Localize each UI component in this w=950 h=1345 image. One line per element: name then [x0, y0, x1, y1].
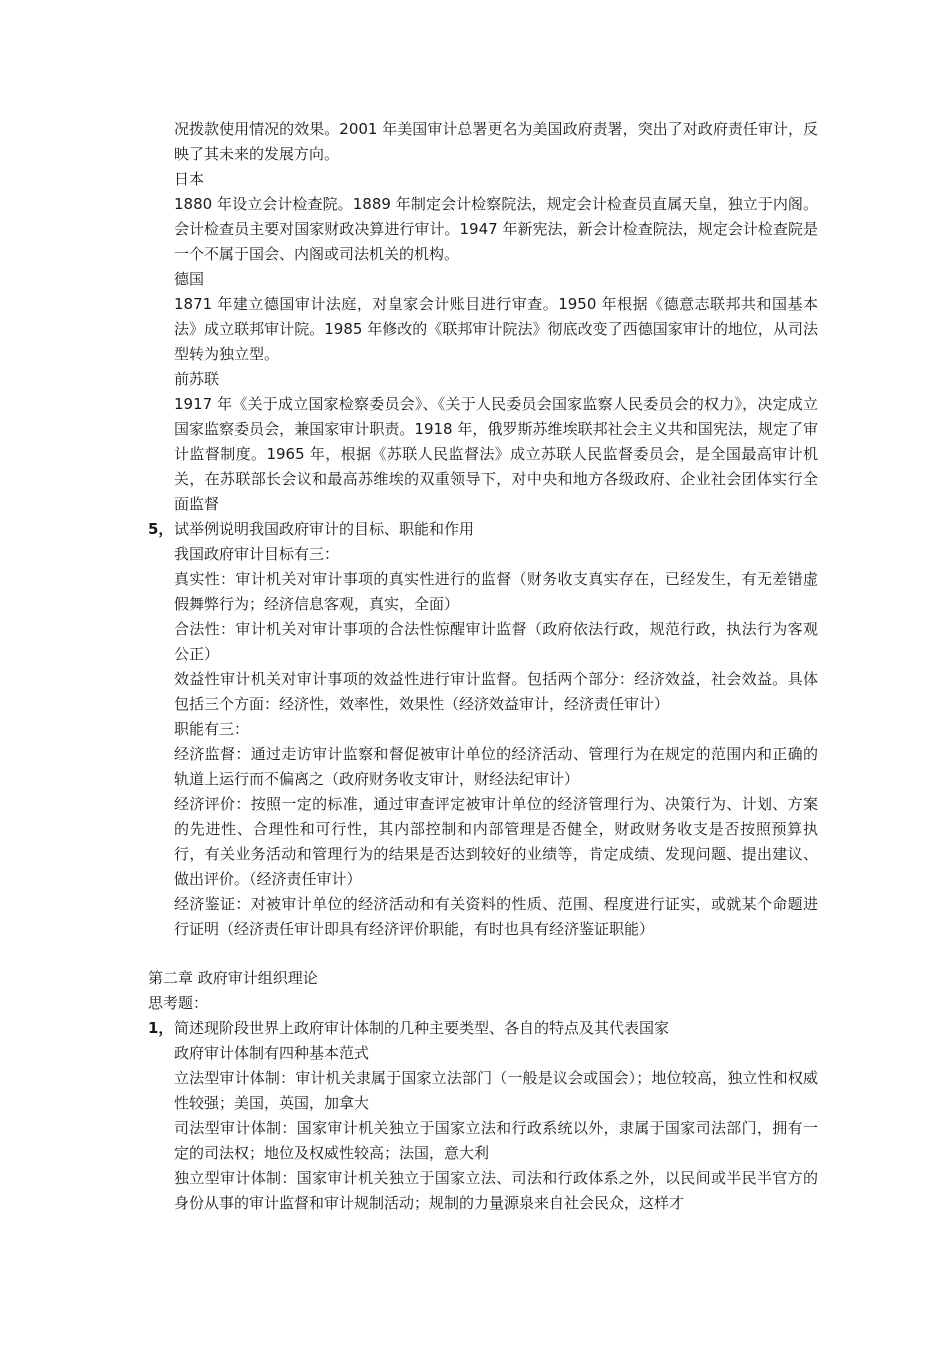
heading-germany: 德国 — [174, 270, 205, 288]
goal-legality: 合法性：审计机关对审计事项的合法性惊醒审计监督（政府依法行政，规范行政，执法行为客观公正） — [174, 620, 818, 663]
paragraph-japan: 1880 年设立会计检查院。1889 年制定会计检察院法，规定会计检查员直属天皇，独立于内阁。会计检查员主要对国家财政决算进行审计。1947 年新宪法，新会计检查院法，规定会计检查院是一个不属于国会、内阁或司法机关的机构。 — [174, 195, 818, 263]
function-economic-supervision: 经济监督：通过走访审计监察和督促被审计单位的经济活动、管理行为在规定的范围内和正确的轨道上运行而不偏离之（政府财务收支审计，财经法纪审计） — [174, 745, 818, 788]
question-1-title: 简述现阶段世界上政府审计体制的几种主要类型、各自的特点及其代表国家 — [174, 1019, 670, 1037]
goals-intro: 我国政府审计目标有三： — [174, 545, 340, 563]
section-gap — [148, 942, 818, 966]
paragraph-ussr: 1917 年《关于成立国家检察委员会》、《关于人民委员会国家监察人民委员会的权力》，决定成立国家监察委员会，兼国家审计职责。1918 年，俄罗斯苏维埃联邦社会主义共和国宪法，规定了审计监督制度。1965 年，根据《苏联人民监督法》成立苏联人民监督委员会，是全国最高审计机关，在苏联部长会议和最高苏维埃的双重领导下，对中央和地方各级政府、企业社会团体实行全面监督 — [174, 395, 818, 513]
heading-ussr: 前苏联 — [174, 370, 220, 388]
audit-type-legislative: 立法型审计体制：审计机关隶属于国家立法部门（一般是议会或国会）；地位较高，独立性和权威性较强；美国，英国，加拿大 — [174, 1069, 818, 1112]
heading-japan: 日本 — [174, 170, 205, 188]
paragraph-usa-end: 况拨款使用情况的效果。2001 年美国审计总署更名为美国政府责署，突出了对政府责任审计，反映了其未来的发展方向。 — [174, 120, 818, 163]
document-body — [148, 117, 818, 1216]
question-1 — [148, 1016, 818, 1041]
goal-efficiency: 效益性审计机关对审计事项的效益性进行审计监督。包括两个部分：经济效益，社会效益。具体包括三个方面：经济性，效率性，效果性（经济效益审计，经济责任审计） — [174, 670, 818, 713]
audit-type-judicial: 司法型审计体制：国家审计机关独立于国家立法和行政系统以外，隶属于国家司法部门，拥有一定的司法权；地位及权威性较高；法国，意大利 — [174, 1119, 818, 1162]
question-1-number: 1， — [148, 1019, 174, 1037]
question-5 — [148, 517, 818, 542]
audit-type-independent: 独立型审计体制：国家审计机关独立于国家立法、司法和行政体系之外，以民间或半民半官方的身份从事的审计监督和审计规制活动；规制的力量源泉来自社会民众，这样才 — [174, 1169, 818, 1212]
question-5-title: 试举例说明我国政府审计的目标、职能和作用 — [174, 520, 475, 538]
function-economic-evaluation: 经济评价：按照一定的标准，通过审查评定被审计单位的经济管理行为、决策行为、计划、方案的先进性、合理性和可行性，其内部控制和内部管理是否健全，财政财务收支是否按照预算执行，有关业务活动和管理行为的结果是否达到较好的业绩等，肯定成绩、发现问题、提出建议、做出评价。（经济责任审计） — [174, 795, 818, 888]
questions-label: 思考题： — [148, 994, 209, 1012]
question-5-number: 5， — [148, 520, 174, 538]
functions-intro: 职能有三： — [174, 720, 250, 738]
audit-system-intro: 政府审计体制有四种基本范式 — [174, 1044, 370, 1062]
goal-truthfulness: 真实性：审计机关对审计事项的真实性进行的监督（财务收支真实存在，已经发生，有无差错虚假舞弊行为；经济信息客观，真实，全面） — [174, 570, 818, 613]
chapter-2-title: 第二章 政府审计组织理论 — [148, 969, 318, 987]
function-economic-verification: 经济鉴证：对被审计单位的经济活动和有关资料的性质、范围、程度进行证实，或就某个命题进行证明（经济责任审计即具有经济评价职能，有时也具有经济鉴证职能） — [174, 895, 818, 938]
paragraph-germany: 1871 年建立德国审计法庭，对皇家会计账目进行审查。1950 年根据《德意志联邦共和国基本法》成立联邦审计院。1985 年修改的《联邦审计院法》彻底改变了西德国家审计的地位，从司法型转为独立型。 — [174, 295, 818, 363]
